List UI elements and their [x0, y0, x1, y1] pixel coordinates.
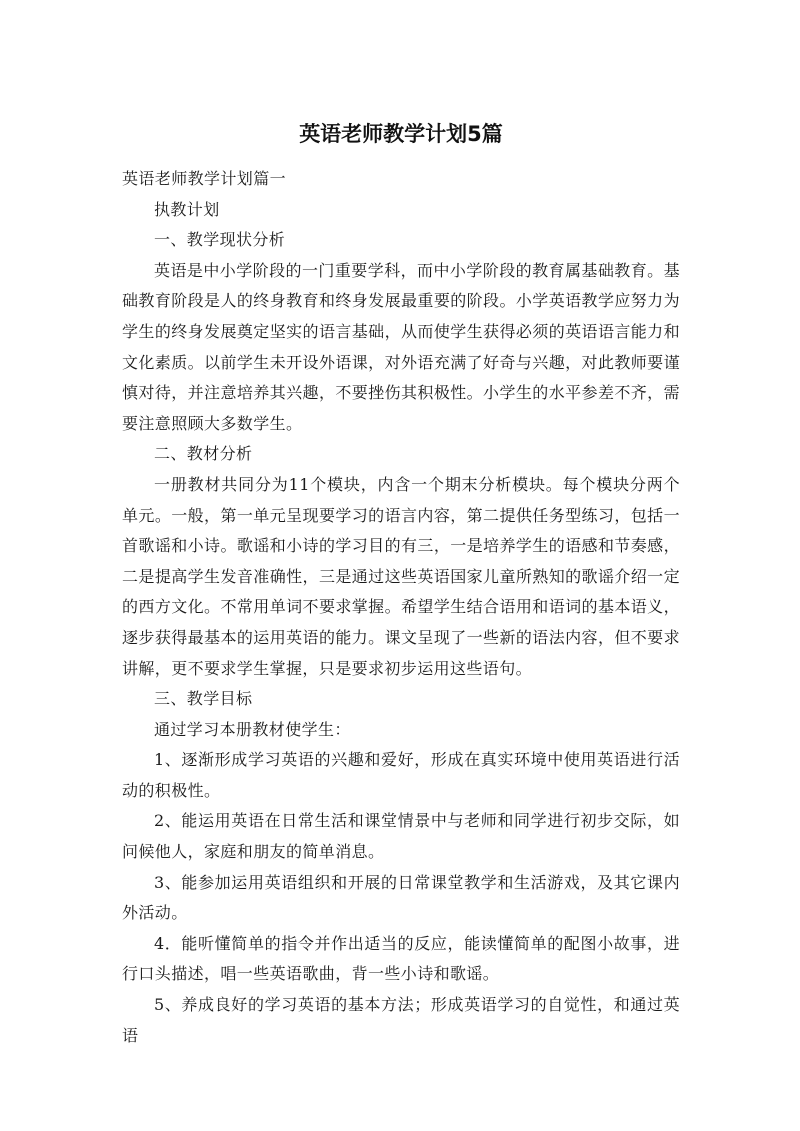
paragraph: 3、能参加运用英语组织和开展的日常课堂教学和生活游戏，及其它课内外活动。	[122, 872, 680, 923]
document-page	[122, 118, 680, 1051]
paragraph: 4．能听懂简单的指令并作出适当的反应，能读懂简单的配图小故事，进行口头描述，唱一些英语歌曲，背一些小诗和歌谣。	[122, 933, 680, 984]
paragraph: 通过学习本册教材使学生：	[154, 719, 351, 739]
paragraph: 英语是中小学阶段的一门重要学科，而中小学阶段的教育属基础教育。基础教育阶段是人的终身教育和终身发展最重要的阶段。小学英语教学应努力为学生的终身发展奠定坚实的语言基础，从而使学生获得必须的英语语言能力和文化素质。以前学生未开设外语课，对外语充满了好奇与兴趣，对此教师要谨慎对待，并注意培养其兴趣，不要挫伤其积极性。小学生的水平参差不齐，需要注意照顾大多数学生。	[122, 260, 680, 433]
paragraph: 执教计划	[154, 199, 220, 219]
paragraph: 一册教材共同分为11个模块，内含一个期末分析模块。每个模块分两个单元。一般，第一单元呈现要学习的语言内容，第二提供任务型练习，包括一首歌谣和小诗。歌谣和小诗的学习目的有三，一是培养学生的语感和节奏感，二是提高学生发音准确性，三是通过这些英语国家儿童所熟知的歌谣介绍一定的西方文化。不常用单词不要求掌握。希望学生结合语用和语词的基本语义，逐步获得最基本的运用英语的能力。课文呈现了一些新的语法内容，但不要求讲解，更不要求学生掌握，只是要求初步运用这些语句。	[122, 474, 680, 678]
paragraph: 二、教材分析	[154, 444, 253, 464]
document-body	[122, 164, 680, 1051]
paragraph: 2、能运用英语在日常生活和课堂情景中与老师和同学进行初步交际，如问候他人，家庭和朋友的简单消息。	[122, 811, 680, 862]
paragraph: 三、教学目标	[154, 689, 253, 709]
paragraph: 1、逐渐形成学习英语的兴趣和爱好，形成在真实环境中使用英语进行活动的积极性。	[122, 750, 680, 800]
paragraph: 5、养成良好的学习英语的基本方法；形成英语学习的自觉性，和通过英语	[122, 995, 680, 1045]
paragraph: 英语老师教学计划篇一	[122, 169, 287, 188]
document-title: 英语老师教学计划5篇	[299, 122, 503, 146]
paragraph: 一、教学现状分析	[154, 230, 286, 250]
